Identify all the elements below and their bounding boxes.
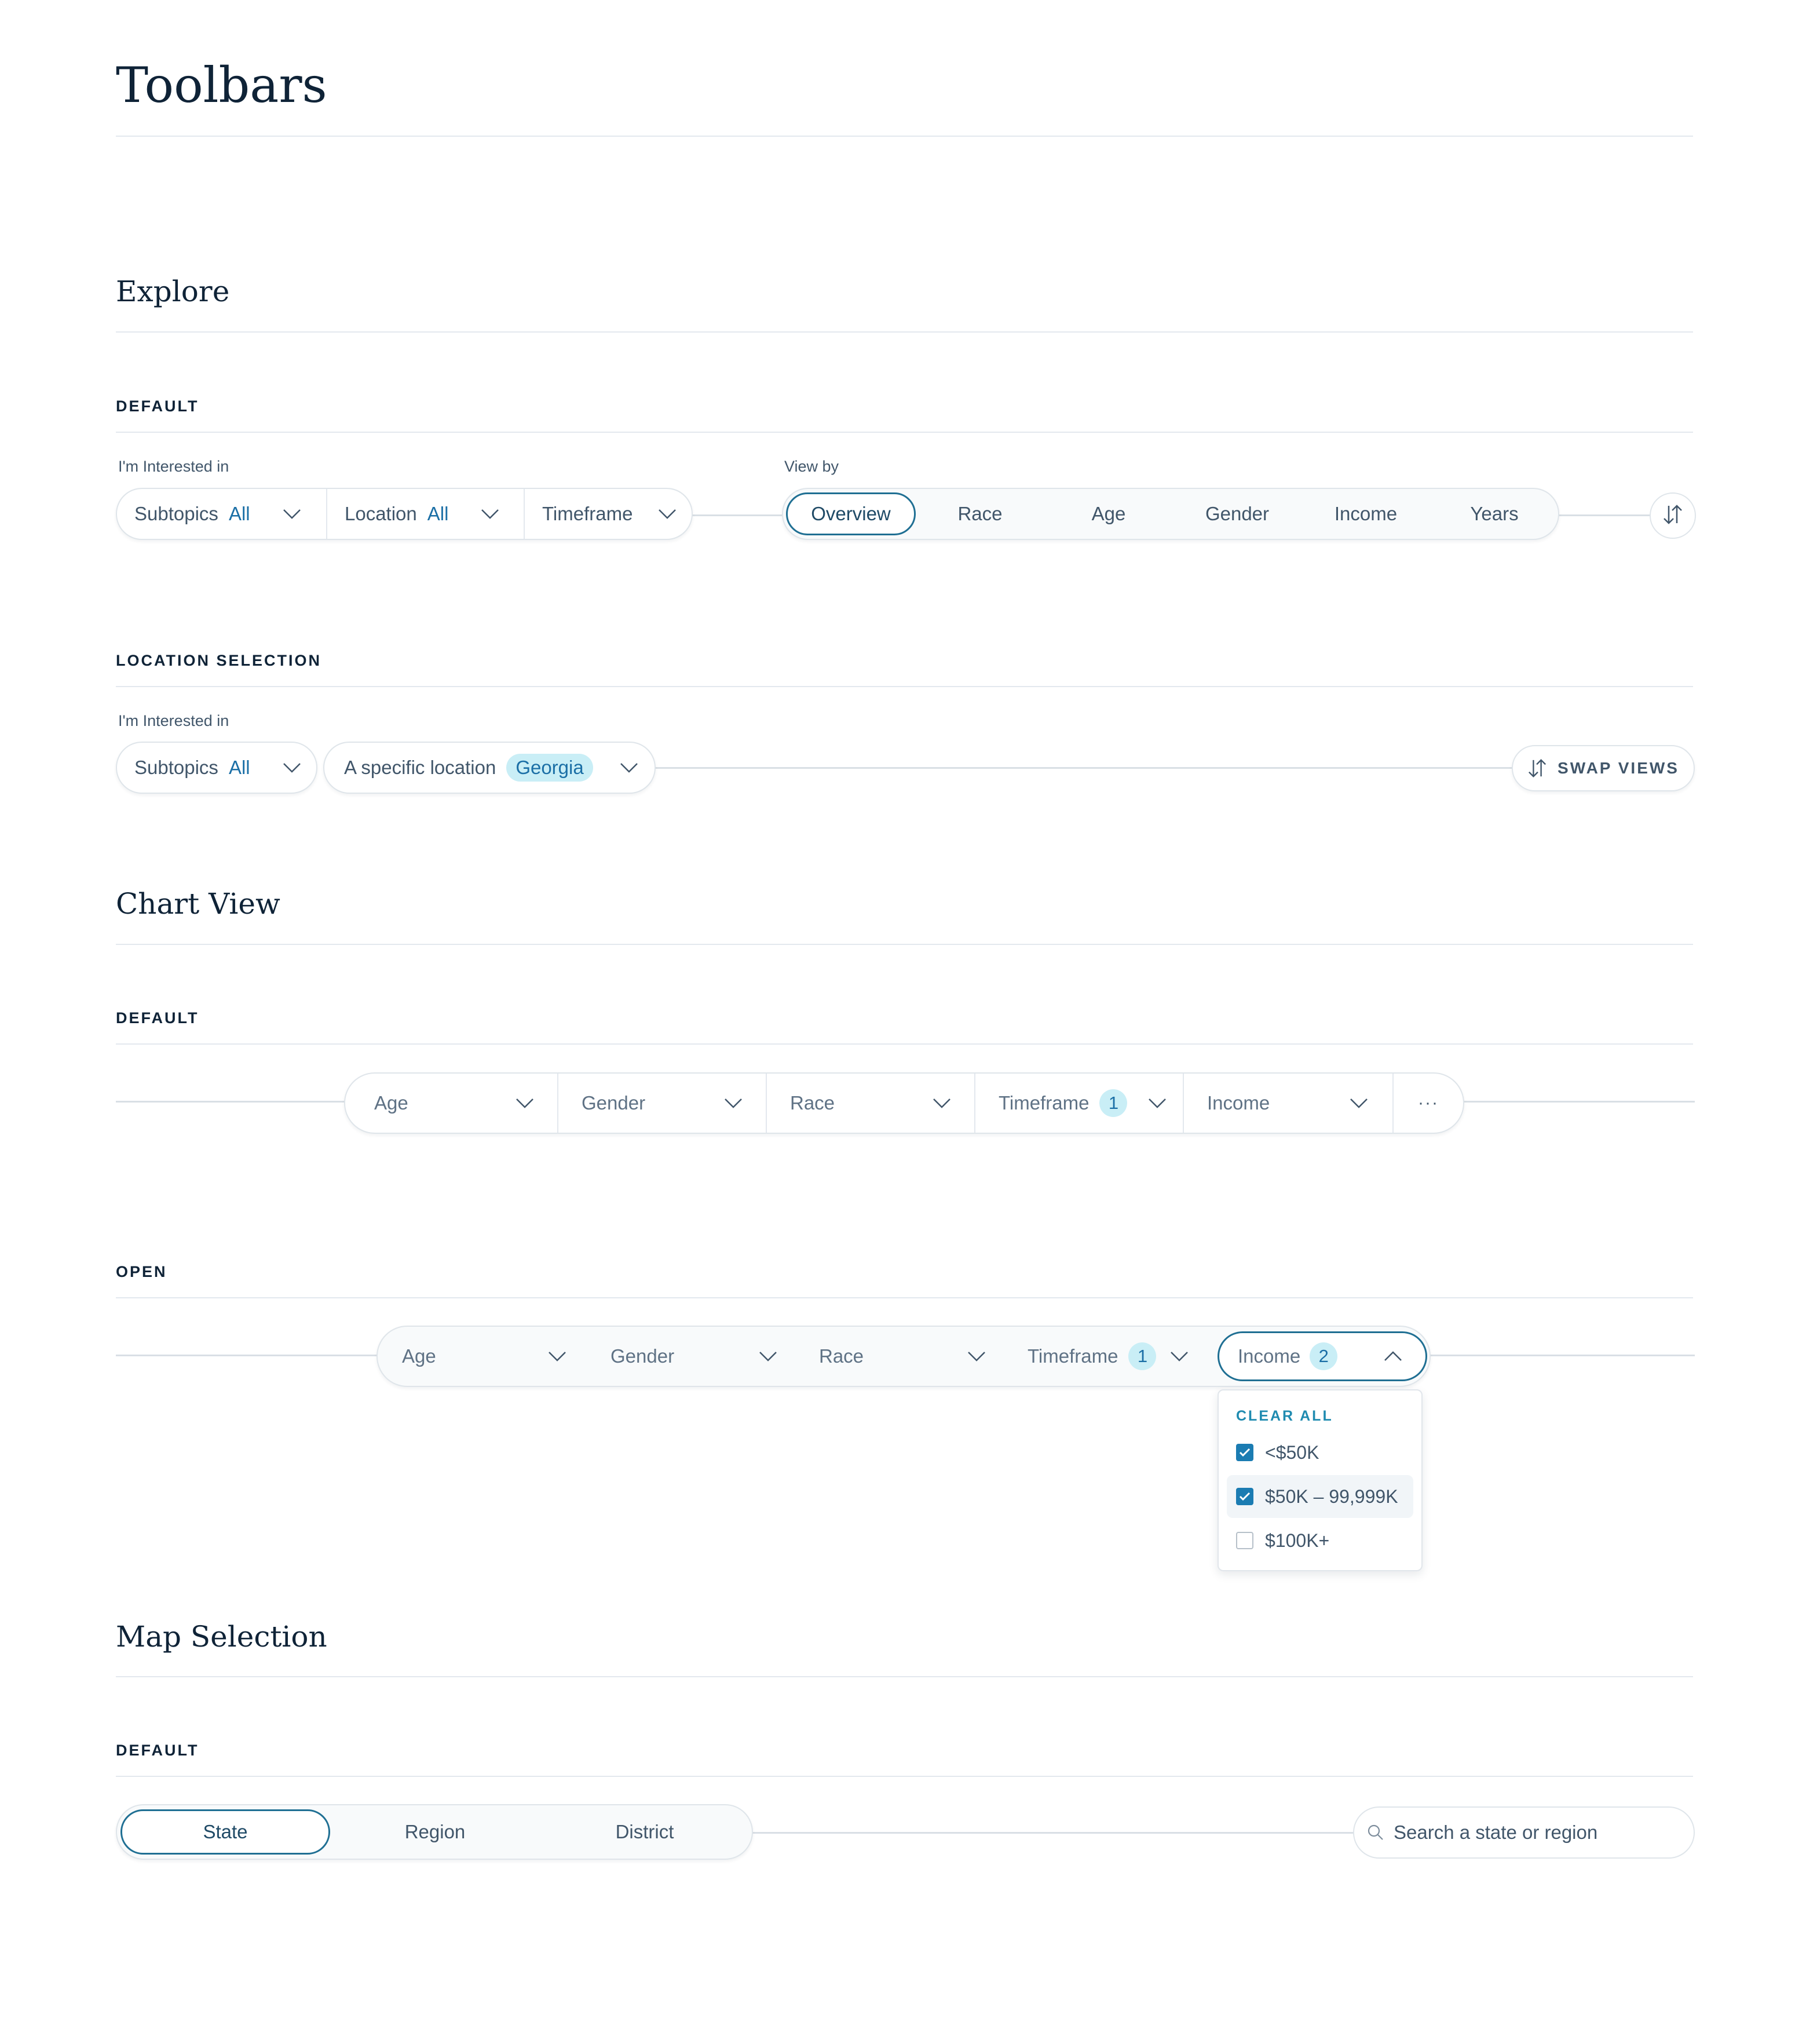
timeframe-filter-dropdown[interactable] [1003,1327,1194,1386]
swap-views-button[interactable] [1512,745,1695,791]
specific-location-dropdown[interactable] [324,743,655,793]
tab-gender[interactable]: Gender [1205,503,1270,524]
section-divider [116,944,1693,945]
subsection-divider [116,1297,1693,1298]
more-options-button[interactable] [1392,1074,1463,1133]
subtopics-label: Subtopics [134,503,218,524]
subtopics-dropdown[interactable] [117,743,316,793]
chevron-down-icon [620,762,638,773]
subsection-label: OPEN [116,1263,167,1280]
age-filter-label: Age [374,1092,408,1114]
subtopics-dropdown[interactable] [117,489,326,539]
checkbox-checked-icon[interactable] [1236,1444,1253,1461]
section-heading-explore: Explore [116,275,230,308]
swap-vertical-arrows-icon [1662,503,1683,528]
subtopics-value: All [228,503,250,524]
chevron-down-icon [967,1351,986,1362]
swap-views-button[interactable] [1650,492,1696,539]
income-count-badge: 2 [1310,1342,1337,1370]
location-label: Location [345,503,417,524]
chevron-up-icon [1384,1351,1402,1362]
chevron-down-icon [1170,1351,1189,1362]
subsection-divider [116,686,1693,687]
search-placeholder: Search a state or region [1394,1822,1598,1843]
age-filter-dropdown[interactable] [378,1327,586,1386]
gender-filter-label: Gender [582,1092,646,1114]
timeframe-filter-dropdown[interactable] [974,1074,1183,1133]
explore-filter-group [116,488,693,540]
tab-age[interactable]: Age [1091,503,1126,524]
tab-district[interactable]: District [615,1821,674,1842]
swap-vertical-arrows-icon [1527,758,1547,779]
subsection-label: DEFAULT [116,397,199,415]
option-50k-99999k[interactable] [1227,1475,1413,1518]
toolbar-connector [752,1832,1354,1834]
income-filter-label: Income [1238,1345,1301,1367]
age-filter-label: Age [402,1345,436,1367]
income-filter-dropdown[interactable] [1183,1074,1392,1133]
option-100k-plus[interactable] [1227,1519,1413,1562]
race-filter-dropdown[interactable] [766,1074,974,1133]
tab-state[interactable]: State [203,1821,248,1842]
chevron-down-icon [516,1098,534,1108]
subsection-divider [116,432,1693,433]
toolbar-connector [116,1355,378,1356]
race-filter-label: Race [790,1092,835,1114]
timeframe-filter-label: Timeframe [999,1092,1090,1114]
timeframe-count-badge: 1 [1099,1089,1127,1117]
map-level-tab-group [116,1804,753,1860]
chevron-down-icon [548,1351,566,1362]
chevron-down-icon [481,509,499,519]
race-filter-dropdown[interactable] [795,1327,1003,1386]
title-divider [116,136,1693,137]
location-value-badge: Georgia [506,754,593,782]
toolbar-connector [1463,1101,1695,1103]
option-label: $50K – 99,999K [1265,1485,1398,1507]
search-input[interactable] [1353,1806,1695,1859]
subsection-label: DEFAULT [116,1009,199,1027]
subsection-divider [116,1043,1693,1045]
viewby-tab-group [782,488,1559,540]
section-divider [116,1676,1693,1677]
timeframe-filter-label: Timeframe [1028,1345,1118,1367]
income-options-dropdown [1218,1389,1423,1571]
swap-views-label: SWAP VIEWS [1558,759,1679,777]
tab-region[interactable]: Region [404,1821,466,1842]
subtopics-label: Subtopics [134,757,218,778]
toolbar-connector [1430,1355,1695,1356]
chart-filter-group [344,1072,1464,1134]
subsection-divider [116,1776,1693,1777]
toolbar-connector [1558,514,1651,516]
page-title: Toolbars [116,57,327,114]
checkbox-checked-icon[interactable] [1236,1488,1253,1505]
clear-all-link[interactable]: CLEAR ALL [1236,1408,1333,1424]
option-under-50k[interactable] [1227,1431,1413,1474]
timeframe-count-badge: 1 [1128,1342,1156,1370]
gender-filter-dropdown[interactable] [586,1327,795,1386]
income-filter-label: Income [1207,1092,1270,1114]
option-label: <$50K [1265,1441,1319,1463]
race-filter-label: Race [819,1345,864,1367]
viewby-label: View by [784,458,839,475]
gender-filter-dropdown[interactable] [557,1074,766,1133]
subsection-label: LOCATION SELECTION [116,652,321,669]
subtopics-dropdown-pill[interactable] [116,742,317,794]
more-horizontal-icon: ··· [1418,1093,1439,1112]
chevron-down-icon [724,1098,743,1108]
location-dropdown[interactable] [326,489,524,539]
location-value: All [427,503,449,524]
age-filter-dropdown[interactable] [345,1074,557,1133]
toolbar-connector [692,514,782,516]
subsection-label: DEFAULT [116,1742,199,1759]
section-heading-chart-view: Chart View [116,887,280,921]
subtopics-value: All [228,757,250,778]
income-filter-dropdown-open[interactable] [1218,1331,1427,1381]
chevron-down-icon [1350,1098,1368,1108]
chevron-down-icon [933,1098,951,1108]
checkbox-unchecked-icon[interactable] [1236,1532,1253,1549]
gender-filter-label: Gender [610,1345,675,1367]
timeframe-dropdown[interactable] [524,489,692,539]
interested-label: I'm Interested in [118,712,229,729]
tab-overview[interactable]: Overview [811,503,891,524]
search-icon [1367,1824,1384,1841]
section-divider [116,331,1693,333]
chevron-down-icon [658,509,677,519]
option-label: $100K+ [1265,1530,1330,1551]
interested-label: I'm Interested in [118,458,229,475]
chevron-down-icon [759,1351,777,1362]
tab-years[interactable]: Years [1470,503,1519,524]
tab-race[interactable]: Race [957,503,1003,524]
toolbar-connector [116,1101,345,1103]
toolbar-connector [655,767,1513,769]
chevron-down-icon [1148,1098,1167,1108]
tab-income[interactable]: Income [1334,503,1398,524]
chevron-down-icon [283,762,301,773]
location-dropdown-pill[interactable] [323,742,656,794]
section-heading-map-selection: Map Selection [116,1620,327,1654]
chevron-down-icon [283,509,301,519]
timeframe-label: Timeframe [542,503,633,524]
location-label: A specific location [344,757,496,778]
